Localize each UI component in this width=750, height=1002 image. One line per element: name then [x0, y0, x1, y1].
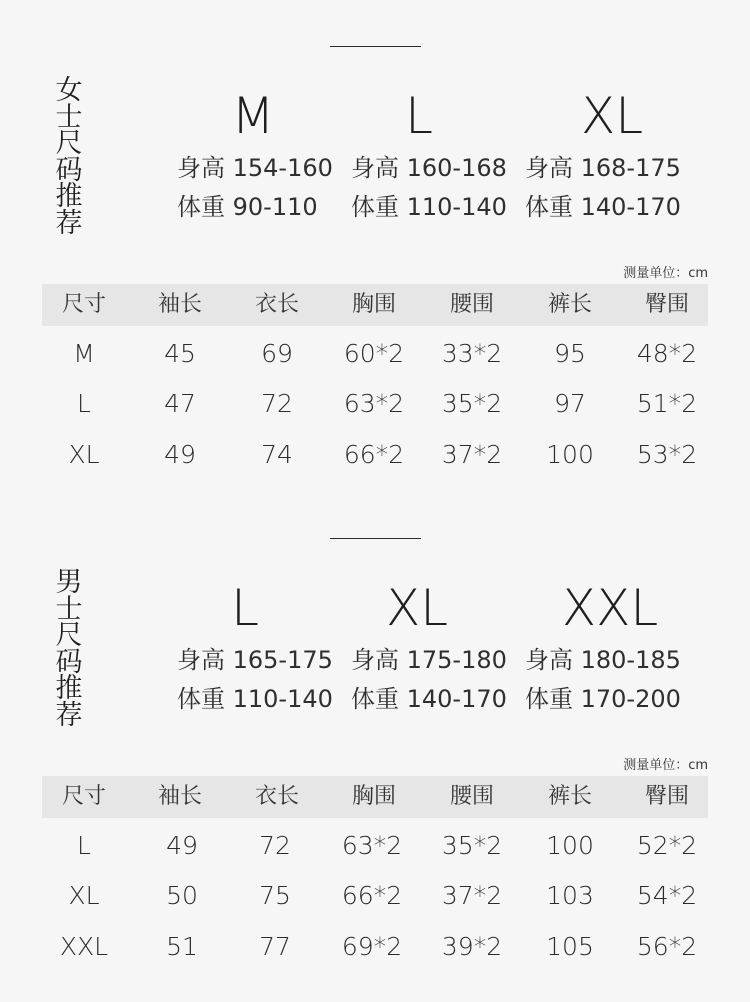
table-cell: 77 [259, 932, 291, 961]
table-cell: 35*2 [441, 389, 503, 418]
table-cell: 100 [546, 831, 594, 860]
table-cell: 53*2 [636, 440, 698, 469]
table-row [0, 826, 750, 876]
section-title [52, 567, 86, 731]
table-cell: 54*2 [636, 881, 698, 910]
title-char: 码 [55, 646, 83, 678]
table-row [0, 927, 750, 977]
column-header: 臀围 [644, 784, 689, 809]
table-cell: M [73, 339, 95, 368]
table-cell: 45 [164, 339, 196, 368]
size-table-header [42, 776, 708, 818]
recommend-weight: 体重 140-170 [351, 685, 507, 713]
table-cell: 48*2 [636, 339, 698, 368]
column-header: 腰围 [449, 784, 494, 809]
mens-size-section [0, 492, 750, 982]
table-cell: 51 [166, 932, 198, 961]
title-char: 男 [55, 567, 83, 598]
column-header: 裤长 [547, 292, 592, 317]
recommend-height: 身高 180-185 [525, 646, 681, 674]
womens-size-section [0, 0, 750, 490]
recommend-height: 身高 175-180 [351, 646, 507, 674]
column-header: 尺寸 [61, 292, 106, 317]
column-header: 胸围 [351, 292, 396, 317]
table-cell: 63*2 [343, 389, 405, 418]
table-cell: 105 [546, 932, 594, 961]
table-row [0, 384, 750, 434]
column-header: 裤长 [547, 784, 592, 809]
title-char: 女 [55, 75, 83, 106]
table-cell: 69 [261, 339, 293, 368]
table-cell: XXL [59, 932, 109, 961]
measurement-unit-note: 测量单位：cm [623, 266, 708, 281]
table-cell: 72 [261, 389, 293, 418]
table-cell: XL [68, 881, 100, 910]
table-cell: 63*2 [341, 831, 403, 860]
recommend-size-label: L [231, 579, 259, 637]
table-cell: L [77, 831, 91, 860]
recommend-size-label: XL [580, 87, 644, 145]
table-cell: 35*2 [441, 831, 503, 860]
table-row [0, 435, 750, 485]
column-header: 胸围 [351, 784, 396, 809]
section-divider [330, 538, 421, 539]
title-char: 推 [55, 673, 83, 704]
column-header: 袖长 [157, 292, 202, 317]
recommend-height: 身高 154-160 [177, 154, 333, 182]
title-char: 荐 [55, 207, 83, 239]
recommend-weight: 体重 110-140 [177, 685, 333, 713]
table-cell: 95 [554, 339, 586, 368]
title-char: 士 [55, 593, 83, 625]
table-cell: 56*2 [636, 932, 698, 961]
table-cell: 37*2 [441, 440, 503, 469]
recommend-height: 身高 168-175 [525, 154, 681, 182]
table-row [0, 876, 750, 926]
table-cell: 50 [166, 881, 198, 910]
table-cell: 72 [259, 831, 291, 860]
measurement-unit-note: 测量单位：cm [623, 758, 708, 773]
table-cell: 49 [164, 440, 196, 469]
table-cell: 37*2 [441, 881, 503, 910]
table-cell: 51*2 [636, 389, 698, 418]
table-cell: 66*2 [341, 881, 403, 910]
recommend-weight: 体重 90-110 [177, 193, 318, 221]
title-char: 尺 [55, 128, 83, 159]
table-cell: 33*2 [441, 339, 503, 368]
title-char: 码 [55, 154, 83, 186]
column-header: 尺寸 [61, 784, 106, 809]
column-header: 袖长 [157, 784, 202, 809]
table-cell: 100 [546, 440, 594, 469]
recommend-weight: 体重 110-140 [351, 193, 507, 221]
table-cell: 103 [546, 881, 594, 910]
recommend-size-label: XXL [561, 579, 659, 637]
title-char: 士 [55, 101, 83, 133]
table-cell: 47 [164, 389, 196, 418]
recommend-height: 身高 160-168 [351, 154, 507, 182]
table-cell: XL [68, 440, 100, 469]
section-divider [330, 46, 421, 47]
table-cell: 39*2 [441, 932, 503, 961]
section-title [52, 75, 86, 239]
table-row [0, 334, 750, 384]
table-cell: 74 [261, 440, 293, 469]
column-header: 臀围 [644, 292, 689, 317]
table-cell: 75 [259, 881, 291, 910]
table-cell: 49 [166, 831, 198, 860]
recommend-height: 身高 165-175 [177, 646, 333, 674]
table-cell: 60*2 [343, 339, 405, 368]
recommend-weight: 体重 140-170 [525, 193, 681, 221]
table-cell: L [77, 389, 91, 418]
recommend-size-label: XL [385, 579, 449, 637]
recommend-weight: 体重 170-200 [525, 685, 681, 713]
recommend-size-label: M [231, 87, 275, 145]
title-char: 推 [55, 181, 83, 212]
recommend-size-label: L [405, 87, 433, 145]
table-cell: 52*2 [636, 831, 698, 860]
title-char: 荐 [55, 699, 83, 731]
table-cell: 69*2 [341, 932, 403, 961]
column-header: 衣长 [254, 784, 299, 809]
table-cell: 97 [554, 389, 586, 418]
column-header: 衣长 [254, 292, 299, 317]
column-header: 腰围 [449, 292, 494, 317]
table-cell: 66*2 [343, 440, 405, 469]
size-table-header [42, 284, 708, 326]
title-char: 尺 [55, 620, 83, 651]
